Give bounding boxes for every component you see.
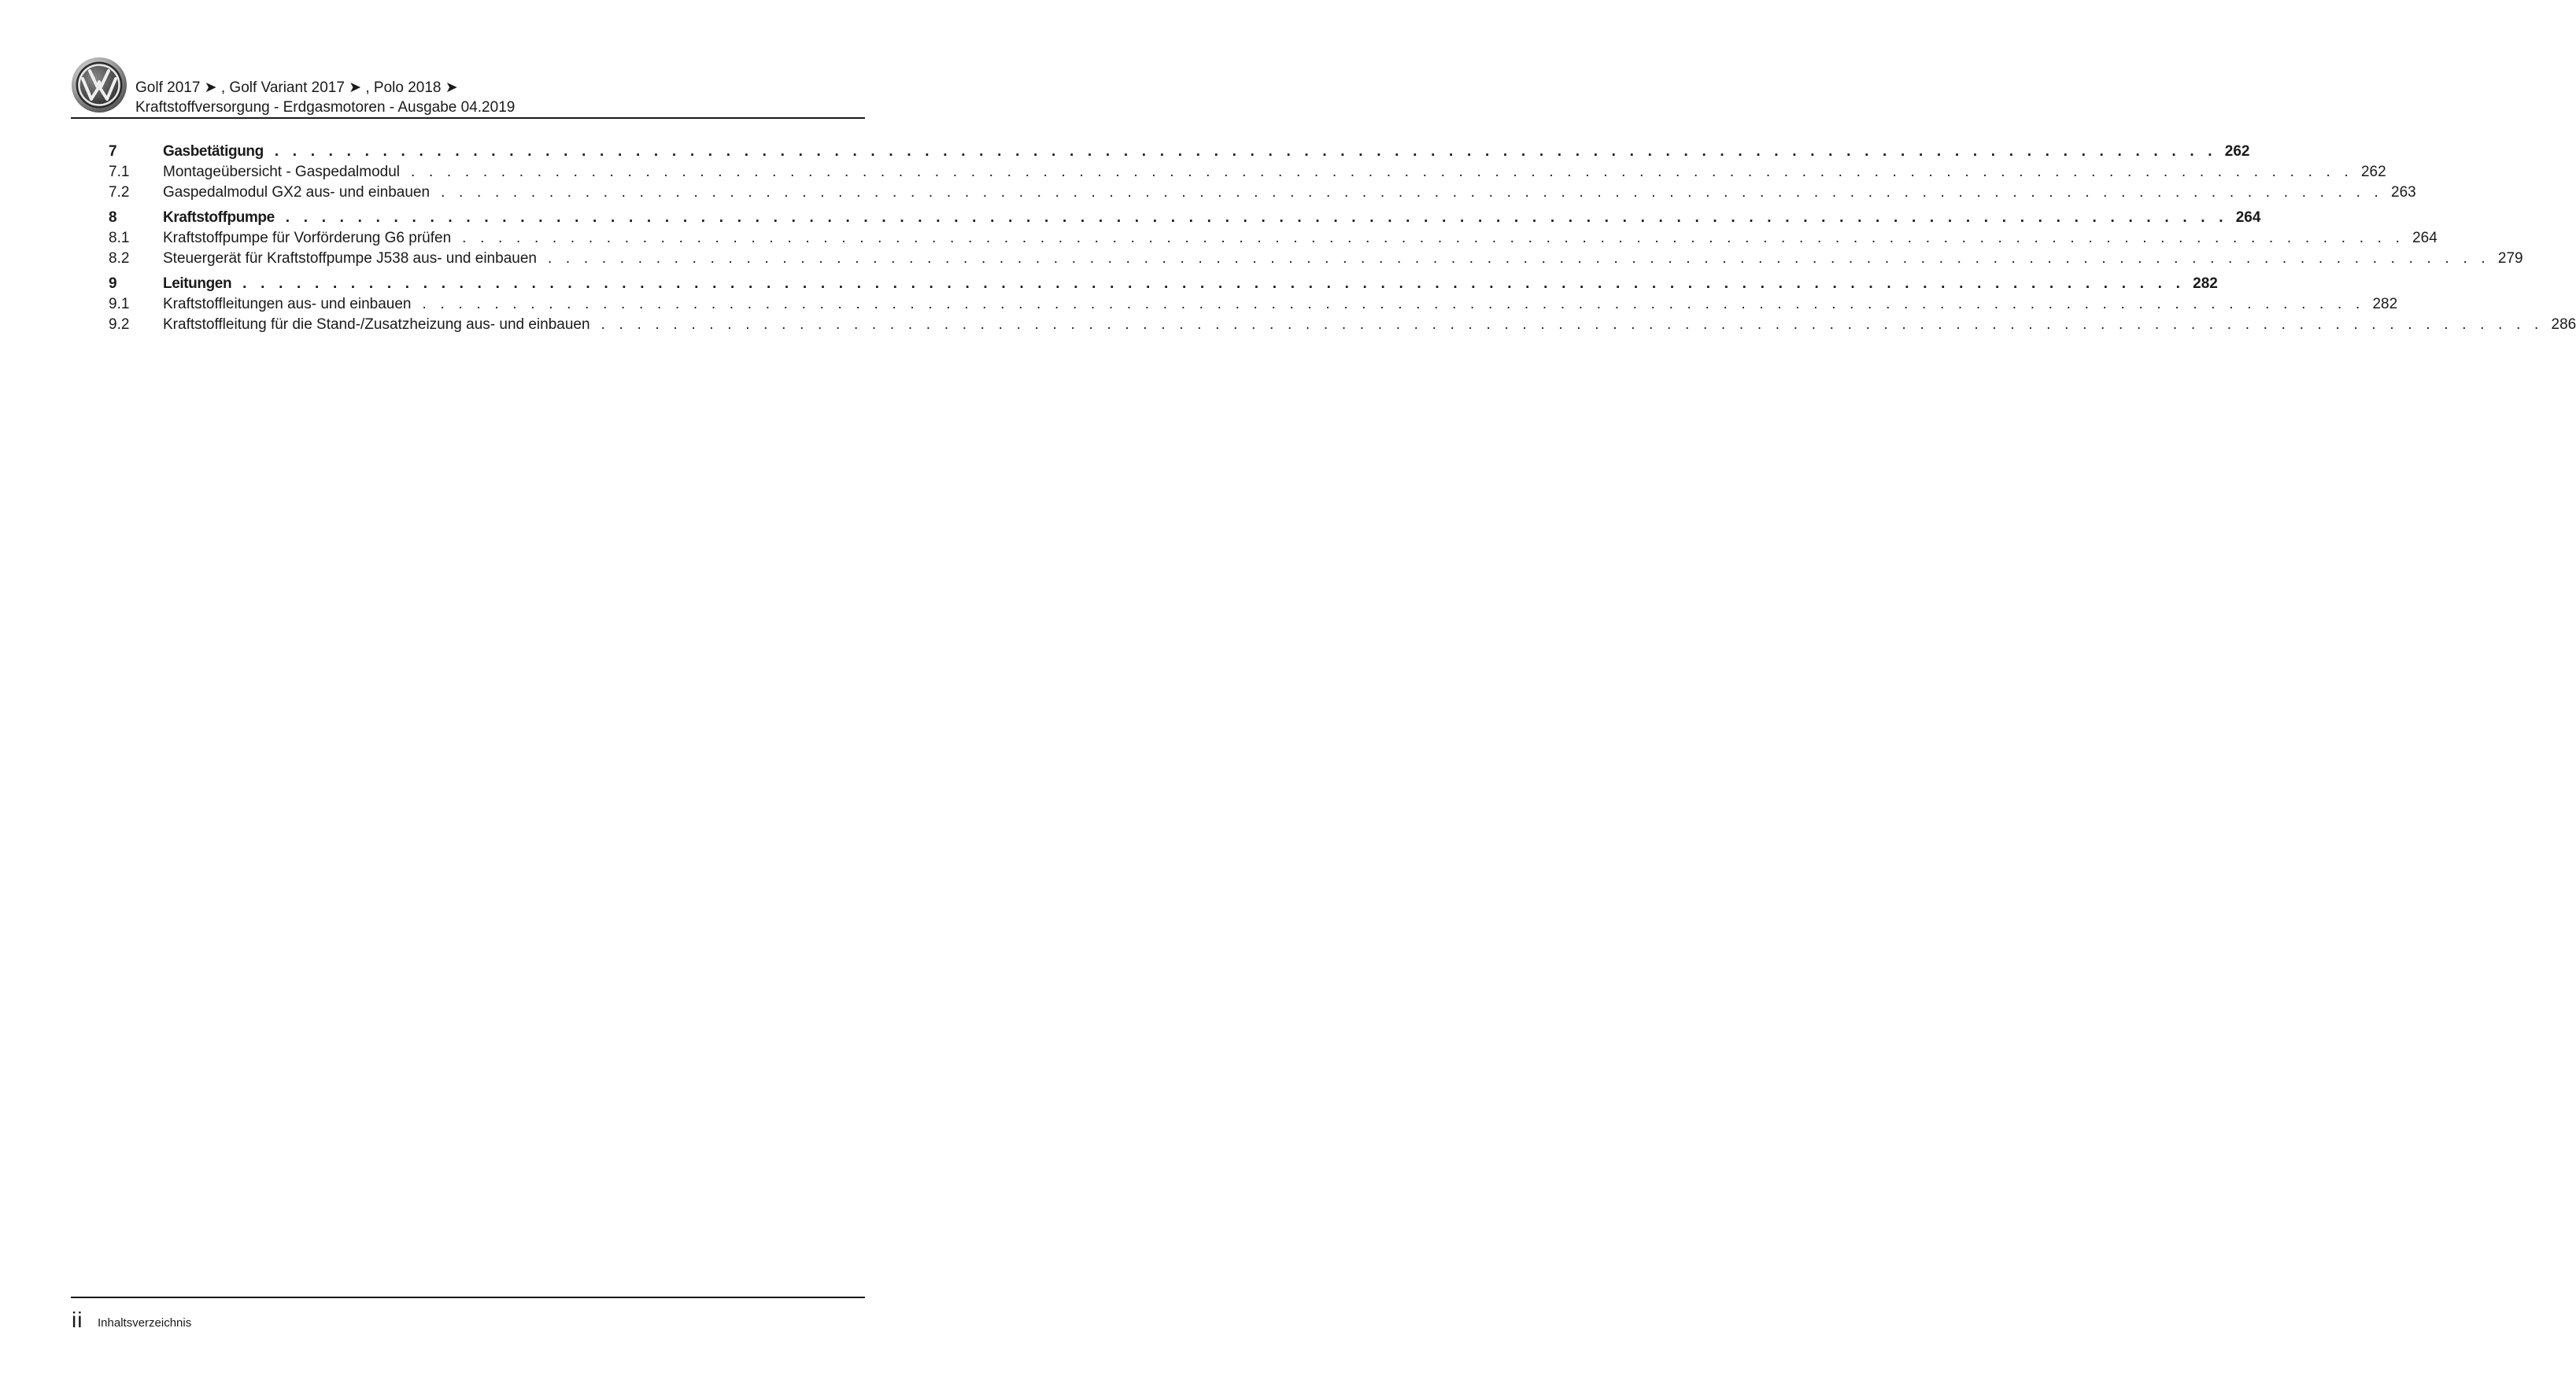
toc-page-number: 282 bbox=[2193, 275, 2218, 292]
toc-page-number: 286 bbox=[2551, 316, 2576, 333]
header-divider bbox=[71, 117, 865, 119]
toc-entry-number: 8.1 bbox=[109, 230, 130, 246]
toc-entry-number: 9.2 bbox=[109, 316, 130, 333]
toc-dot-leader: . . . . . . . . . . . . . . . . . . . . . . . . . . . . . . . . . . . . . . . . . . . . . . . . . . . . . . . . . . . . . . . . . . . . . . . . . . . . . . . . . . . . . . . . . . . . . . . . . . . . . . . . . . . . bbox=[547, 250, 2490, 267]
toc-entry-title: Kraftstoffleitung für die Stand-/Zusatzheizung aus- und einbauen bbox=[163, 316, 590, 333]
footer-section-label: Inhaltsverzeichnis bbox=[98, 1316, 192, 1330]
table-of-contents bbox=[109, 142, 2576, 335]
toc-section[interactable] bbox=[109, 315, 2576, 335]
toc-dot-leader: . . . . . . . . . . . . . . . . . . . . . . . . . . . . . . . . . . . . . . . . . . . . . . . . . . . . . . . . . . . . . . . . . . . . . . . . . . . . . . . . . . . . . . . . . . . . . . . . . . . . . . . . . . . . bbox=[411, 164, 2353, 180]
header-models-line: Golf 2017 ➤ , Golf Variant 2017 ➤ , Polo 2018 ➤ bbox=[135, 79, 458, 96]
toc-dot-leader: . . . . . . . . . . . . . . . . . . . . . . . . . . . . . . . . . . . . . . . . . . . . . . . . . . . . . . . . . . . . . . . . . . . . . . . . . . . . . . . . . . . . . . . . . . . . . . . . . . . . . . . . . . . . bbox=[422, 296, 2365, 312]
toc-entry-number: 7.1 bbox=[109, 164, 130, 180]
footer-page-number: ii bbox=[72, 1308, 83, 1332]
toc-dot-leader: . . . . . . . . . . . . . . . . . . . . . . . . . . . . . . . . . . . . . . . . . . . . . . . . . . . . . . . . . . . . . . . . . . . . . . . . . . . . . . . . . . . . . . . . . . . . . . . . . . . . . . . . . . . . bbox=[285, 209, 2228, 226]
toc-entry-number: 8.2 bbox=[109, 250, 130, 267]
toc-page-number: 279 bbox=[2497, 250, 2523, 267]
toc-entry-number: 7 bbox=[109, 143, 117, 160]
header-manual-line: Kraftstoffversorgung - Erdgasmotoren - Ausgabe 04.2019 bbox=[135, 99, 516, 116]
toc-page-number: 263 bbox=[2391, 184, 2416, 201]
toc-section[interactable] bbox=[109, 183, 2416, 203]
toc-dot-leader: . . . . . . . . . . . . . . . . . . . . . . . . . . . . . . . . . . . . . . . . . . . . . . . . . . . . . . . . . . . . . . . . . . . . . . . . . . . . . . . . . . . . . . . . . . . . . . . . . . . . . . . . . . . . bbox=[601, 316, 2544, 333]
toc-section[interactable] bbox=[109, 228, 2437, 249]
toc-page-number: 262 bbox=[2360, 164, 2386, 180]
toc-entry-number: 8 bbox=[109, 209, 117, 226]
toc-section[interactable] bbox=[109, 162, 2386, 183]
vw-logo-icon bbox=[71, 57, 128, 113]
toc-dot-leader: . . . . . . . . . . . . . . . . . . . . . . . . . . . . . . . . . . . . . . . . . . . . . . . . . . . . . . . . . . . . . . . . . . . . . . . . . . . . . . . . . . . . . . . . . . . . . . . . . . . . . . . . . . . . bbox=[274, 143, 2217, 160]
toc-dot-leader: . . . . . . . . . . . . . . . . . . . . . . . . . . . . . . . . . . . . . . . . . . . . . . . . . . . . . . . . . . . . . . . . . . . . . . . . . . . . . . . . . . . . . . . . . . . . . . . . . . . . . . . . . . . . bbox=[441, 184, 2384, 201]
toc-section[interactable] bbox=[109, 294, 2398, 315]
toc-entry-title: Gaspedalmodul GX2 aus- und einbauen bbox=[163, 184, 431, 201]
toc-entry-title: Kraftstoffpumpe bbox=[163, 209, 275, 226]
toc-page-number: 264 bbox=[2235, 209, 2261, 226]
toc-dot-leader: . . . . . . . . . . . . . . . . . . . . . . . . . . . . . . . . . . . . . . . . . . . . . . . . . . . . . . . . . . . . . . . . . . . . . . . . . . . . . . . . . . . . . . . . . . . . . . . . . . . . . . . . . . . . bbox=[462, 230, 2405, 246]
toc-section[interactable] bbox=[109, 249, 2523, 269]
toc-page-number: 264 bbox=[2412, 230, 2437, 246]
toc-dot-leader: . . . . . . . . . . . . . . . . . . . . . . . . . . . . . . . . . . . . . . . . . . . . . . . . . . . . . . . . . . . . . . . . . . . . . . . . . . . . . . . . . . . . . . . . . . . . . . . . . . . . . . . . . . . . bbox=[242, 275, 2186, 292]
footer-divider bbox=[71, 1297, 865, 1298]
toc-entry-number: 9.1 bbox=[109, 296, 130, 312]
toc-entry-number: 9 bbox=[109, 275, 117, 292]
toc-page-number: 282 bbox=[2372, 296, 2398, 312]
toc-entry-title: Kraftstoffpumpe für Vorförderung G6 prüfen bbox=[163, 230, 452, 246]
toc-entry-number: 7.2 bbox=[109, 184, 130, 201]
document-header bbox=[135, 78, 515, 117]
toc-entry-title: Gasbetätigung bbox=[163, 143, 264, 160]
toc-entry-title: Kraftstoffleitungen aus- und einbauen bbox=[163, 296, 412, 312]
toc-entry-title: Montageübersicht - Gaspedalmodul bbox=[163, 164, 401, 180]
toc-chapter[interactable] bbox=[109, 274, 2218, 294]
toc-chapter[interactable] bbox=[109, 142, 2250, 162]
toc-page-number: 262 bbox=[2224, 143, 2250, 160]
toc-entry-title: Leitungen bbox=[163, 275, 232, 292]
toc-entry-title: Steuergerät für Kraftstoffpumpe J538 aus- und einbauen bbox=[163, 250, 537, 267]
toc-chapter[interactable] bbox=[109, 208, 2261, 228]
